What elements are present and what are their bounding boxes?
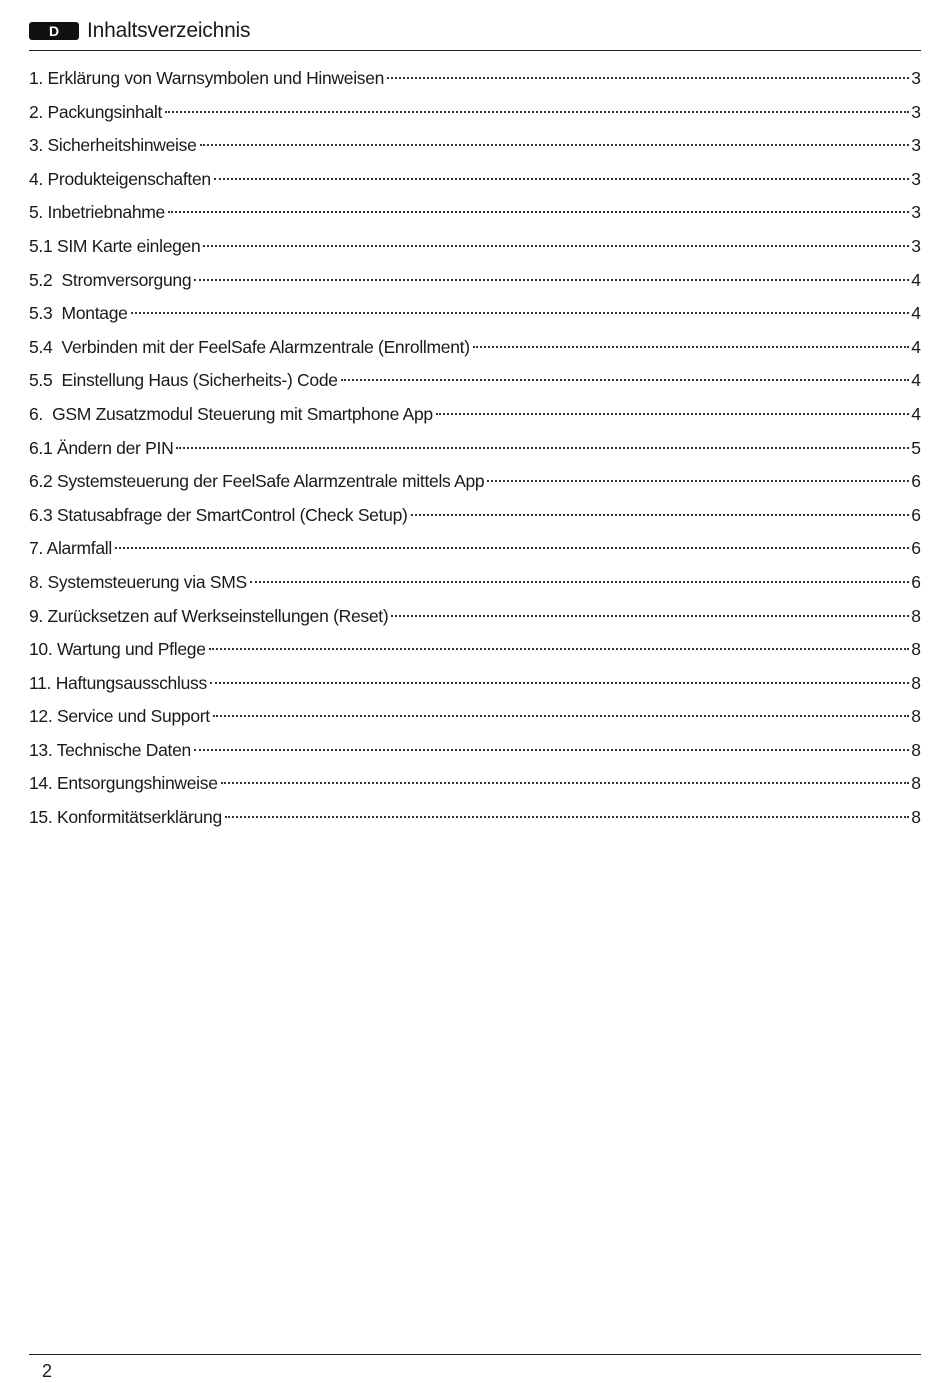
dot-leader: [168, 210, 909, 213]
toc-entry[interactable]: [29, 667, 921, 701]
dot-leader: [487, 479, 909, 482]
toc-entry[interactable]: [29, 432, 921, 466]
dot-leader: [225, 815, 909, 818]
dot-leader: [473, 345, 909, 348]
toc-entry-title: 4. Produkteigenschaften: [29, 168, 211, 189]
toc-entry[interactable]: [29, 600, 921, 634]
page-header: [29, 14, 921, 51]
toc-entry[interactable]: [29, 163, 921, 197]
toc-entry-title: 5. Inbetriebnahme: [29, 202, 165, 223]
toc-entry-page: 6: [911, 571, 921, 592]
toc-entry-page: 3: [911, 101, 921, 122]
toc-entry-title: 13. Technische Daten: [29, 739, 191, 760]
dot-leader: [436, 412, 909, 415]
dot-leader: [165, 110, 909, 113]
dot-leader: [391, 614, 909, 617]
toc-entry-title: 15. Konformitätserklärung: [29, 807, 222, 828]
toc-entry[interactable]: [29, 532, 921, 566]
toc-entry[interactable]: [29, 566, 921, 600]
toc-entry-title: 6.1 Ändern der PIN: [29, 437, 174, 458]
toc-entry[interactable]: [29, 398, 921, 432]
toc-entry-page: 3: [911, 135, 921, 156]
toc-entry-page: 4: [911, 303, 921, 324]
language-badge: D: [29, 22, 79, 40]
dot-leader: [115, 546, 909, 549]
table-of-contents: [29, 62, 921, 835]
toc-entry-title: 5.5 Einstellung Haus (Sicherheits-) Code: [29, 370, 338, 391]
toc-entry-page: 8: [911, 605, 921, 626]
toc-entry-page: 3: [911, 68, 921, 88]
toc-entry-title: 5.4 Verbinden mit der FeelSafe Alarmzentrale (Enrollment): [29, 336, 470, 357]
toc-entry[interactable]: [29, 465, 921, 499]
toc-entry-title: 5.3 Montage: [29, 303, 128, 324]
dot-leader: [250, 580, 909, 583]
toc-entry-page: 8: [911, 773, 921, 794]
toc-entry[interactable]: [29, 230, 921, 264]
toc-entry-title: 2. Packungsinhalt: [29, 101, 163, 122]
toc-entry-page: 4: [911, 370, 921, 391]
toc-entry-title: 5.1 SIM Karte einlegen: [29, 235, 201, 256]
dot-leader: [209, 647, 909, 650]
toc-entry-title: 5.2 Stromversorgung: [29, 269, 192, 290]
dot-leader: [176, 446, 909, 449]
toc-entry-title: 11. Haftungsausschluss: [29, 672, 207, 693]
dot-leader: [221, 781, 909, 784]
toc-entry-page: 8: [911, 739, 921, 760]
toc-entry-page: 6: [911, 471, 921, 492]
dot-leader: [194, 278, 909, 281]
toc-entry-page: 3: [911, 235, 921, 256]
toc-entry-page: 8: [911, 639, 921, 660]
dot-leader: [210, 681, 909, 684]
toc-entry-title: 3. Sicherheitshinweise: [29, 135, 197, 156]
toc-entry-title: 9. Zurücksetzen auf Werkseinstellungen (Reset): [29, 605, 389, 626]
dot-leader: [194, 748, 909, 751]
dot-leader: [200, 143, 909, 146]
toc-entry[interactable]: [29, 499, 921, 533]
toc-entry-page: 5: [911, 437, 921, 458]
toc-entry[interactable]: [29, 196, 921, 230]
page-footer: [29, 1354, 921, 1381]
toc-entry-page: 4: [911, 336, 921, 357]
toc-entry-title: 14. Entsorgungshinweise: [29, 773, 218, 794]
dot-leader: [387, 76, 909, 79]
toc-entry[interactable]: [29, 62, 921, 96]
toc-entry-title: 1. Erklärung von Warnsymbolen und Hinweisen: [29, 68, 385, 88]
toc-entry-page: 6: [911, 504, 921, 525]
dot-leader: [213, 714, 909, 717]
toc-entry[interactable]: [29, 364, 921, 398]
toc-entry-page: 6: [911, 538, 921, 559]
toc-entry[interactable]: [29, 734, 921, 768]
dot-leader: [411, 513, 909, 516]
toc-entry-page: 8: [911, 807, 921, 828]
dot-leader: [131, 311, 909, 314]
toc-entry-title: 6. GSM Zusatzmodul Steuerung mit Smartphone App: [29, 403, 433, 424]
toc-entry-page: 8: [911, 672, 921, 693]
toc-entry[interactable]: [29, 96, 921, 130]
toc-entry-page: 3: [911, 168, 921, 189]
toc-entry-title: 6.3 Statusabfrage der SmartControl (Check Setup): [29, 504, 408, 525]
dot-leader: [203, 244, 909, 247]
toc-entry-page: 4: [911, 269, 921, 290]
toc-entry[interactable]: [29, 297, 921, 331]
toc-entry[interactable]: [29, 264, 921, 298]
toc-entry-page: 8: [911, 706, 921, 727]
dot-leader: [214, 177, 909, 180]
toc-entry-title: 10. Wartung und Pflege: [29, 639, 206, 660]
page-number: 2: [42, 1361, 53, 1381]
toc-entry-title: 7. Alarmfall: [29, 538, 112, 559]
toc-entry[interactable]: [29, 129, 921, 163]
toc-entry[interactable]: [29, 767, 921, 801]
toc-entry[interactable]: [29, 633, 921, 667]
toc-entry-title: 6.2 Systemsteuerung der FeelSafe Alarmzentrale mittels App: [29, 471, 485, 492]
page-title: Inhaltsverzeichnis: [87, 19, 251, 42]
toc-entry-title: 12. Service und Support: [29, 706, 210, 727]
dot-leader: [341, 378, 909, 381]
toc-entry[interactable]: [29, 801, 921, 835]
toc-entry[interactable]: [29, 331, 921, 365]
toc-entry-title: 8. Systemsteuerung via SMS: [29, 571, 247, 592]
toc-entry-page: 3: [911, 202, 921, 223]
toc-entry-page: 4: [911, 403, 921, 424]
toc-entry[interactable]: [29, 700, 921, 734]
